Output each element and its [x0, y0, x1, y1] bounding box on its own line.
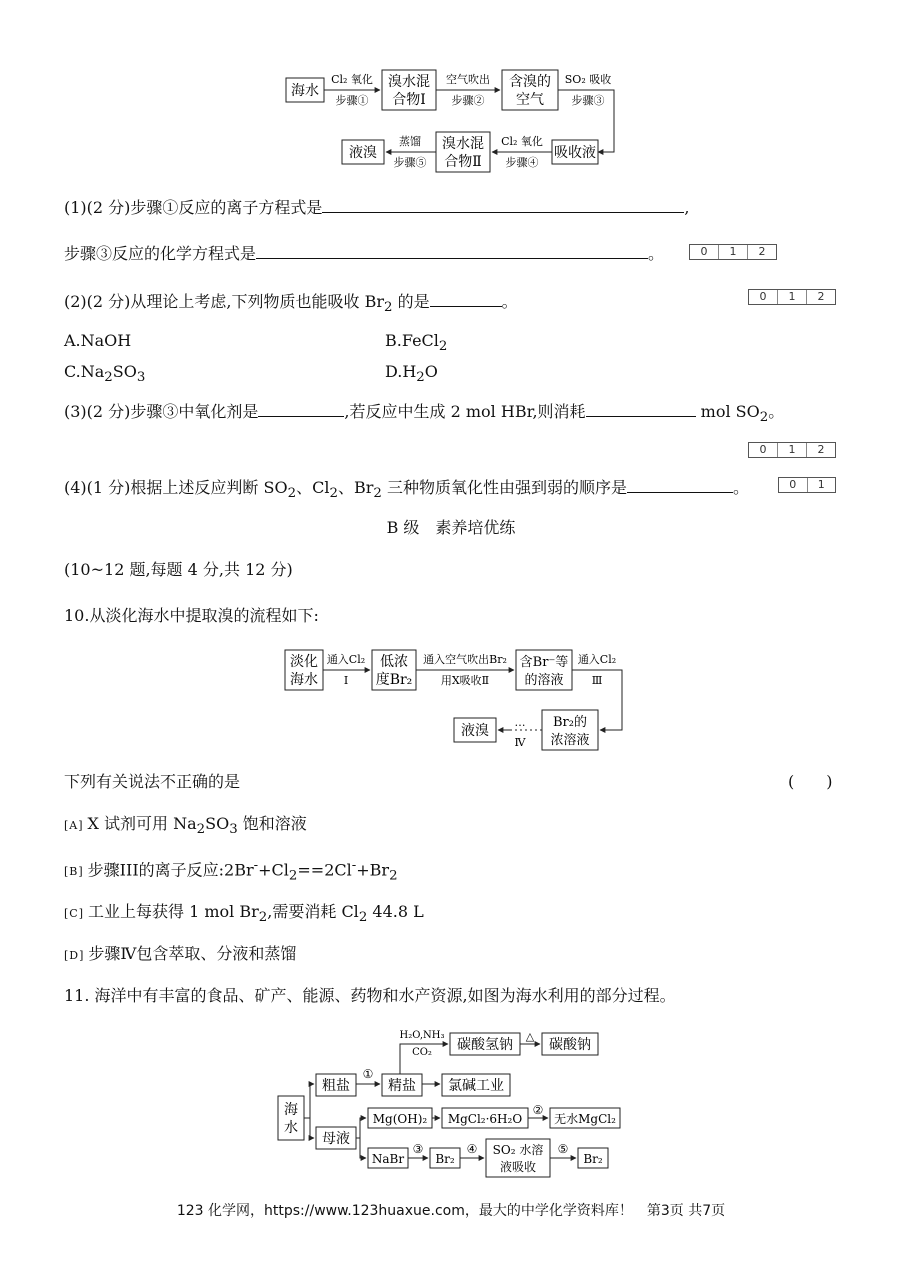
node-bromine-mix-2-b: 合物Ⅱ	[444, 154, 482, 170]
seawater-utilization-flow-diagram	[276, 1026, 626, 1178]
label-cl2-oxidize: Cl₂ 氧化	[331, 73, 373, 86]
node-refined-salt: 精盐	[388, 1078, 416, 1094]
section-note: (10~12 题,每题 4 分,共 12 分)	[64, 560, 293, 579]
q2-answer-blank[interactable]	[430, 290, 502, 307]
node-anhydrous-mgcl2: 无水MgCl₂	[554, 1112, 616, 1126]
q10-answer-paren[interactable]: ( )	[788, 772, 833, 791]
label-dots: …	[514, 716, 526, 729]
node-bromine-mix-2-a: 溴水混	[442, 136, 484, 152]
label-step-2: ②	[532, 1103, 544, 1117]
score-box-q1[interactable]: 0 1 2	[689, 244, 777, 260]
score-box-q4[interactable]: 0 1	[778, 477, 836, 493]
node-br-solution-a: 含Br⁻等	[519, 655, 569, 670]
node-so2-absorb-b: 液吸收	[499, 1160, 537, 1174]
node-br-solution-b: 的溶液	[524, 673, 564, 688]
q3-stem: (3)(2 分)步骤③中氧化剂是 ,若反应中生成 2 mol HBr,则消耗 mol $SO_2$。	[64, 402, 785, 426]
node-br2-b: Br₂	[583, 1152, 603, 1166]
label-step-5: ⑤	[557, 1142, 569, 1156]
node-conc-br2-b: 浓溶液	[550, 733, 590, 748]
q10-option-a[interactable]: [A] X 试剂可用 $Na_2SO_3$ 饱和溶液	[64, 814, 307, 838]
node-nabr: NaBr	[371, 1152, 405, 1166]
label-blow-air: 通入空气吹出Br₂	[423, 653, 507, 666]
node-desalinated-a: 淡化	[290, 654, 318, 670]
score-box-q3[interactable]: 0 1 2	[748, 442, 836, 458]
node-chlor-alkali: 氯碱工业	[448, 1078, 504, 1094]
q2-stem: (2)(2 分)从理论上考虑,下列物质也能吸收 $Br_2$ 的是 。	[64, 292, 518, 316]
label-step-1: ①	[362, 1067, 374, 1081]
q1-part-b: 步骤③反应的化学方程式是 。	[64, 244, 665, 263]
node-liquid-bromine: 液溴	[349, 145, 377, 161]
q11-stem: 11. 海洋中有丰富的食品、矿产、能源、药物和水产资源,如图为海水利用的部分过程。	[64, 986, 676, 1005]
node-mgcl2-hydrate: MgCl₂·6H₂O	[447, 1112, 523, 1126]
label-step1: 步骤①	[335, 94, 369, 107]
label-distill: 蒸馏	[399, 135, 421, 148]
label-step-iv: Ⅳ	[514, 736, 526, 749]
node-br2-a: Br₂	[435, 1152, 455, 1166]
node-mg-oh2: Mg(OH)₂	[372, 1112, 428, 1126]
label-so2-absorb: SO₂ 吸收	[564, 73, 612, 86]
page-footer: 123 化学网，https://www.123huaxue.com，最大的中学化学资料库！ 第3页 共7页	[176, 1203, 726, 1219]
label-step3: 步骤③	[571, 94, 605, 107]
q4-answer-blank[interactable]	[627, 476, 733, 493]
label-step-3: ③	[412, 1142, 424, 1156]
node-so2-absorb-a: SO₂ 水溶	[492, 1143, 544, 1157]
q1-part-a: (1)(2 分)步骤①反应的离子方程式是 ,	[64, 198, 690, 217]
node-low-conc-a: 低浓	[380, 654, 408, 670]
bromine-extraction-flow-diagram	[280, 68, 620, 176]
node-liquid-bromine-2: 液溴	[461, 723, 489, 739]
q10-stem: 10.从淡化海水中提取溴的流程如下:	[64, 606, 319, 625]
label-x-absorb: 用X吸收Ⅱ	[440, 674, 490, 687]
label-step-iii: Ⅲ	[591, 674, 603, 687]
label-step4: 步骤④	[505, 156, 539, 169]
label-h2o-nh3: H₂O,NH₃	[399, 1030, 445, 1041]
node-absorption-liquid: 吸收液	[554, 145, 596, 161]
node-desalinated-b: 海水	[290, 672, 318, 688]
label-heat: △	[525, 1030, 535, 1043]
node-mother-liquor: 母液	[322, 1131, 350, 1147]
q2-option-b[interactable]: B.FeCl$_2$	[385, 331, 448, 355]
node-seawater: 海水	[291, 83, 319, 99]
node-bromine-mix-1-b: 合物Ⅰ	[392, 92, 426, 108]
label-step-i: Ⅰ	[343, 674, 349, 687]
label-pass-cl2-1: 通入Cl₂	[326, 653, 366, 666]
q10-question: 下列有关说法不正确的是	[64, 772, 241, 791]
desalinated-seawater-bromine-flow	[280, 646, 630, 754]
node-bromine-mix-1-a: 溴水混	[388, 74, 430, 90]
label-cl2-oxidize-2: Cl₂ 氧化	[501, 135, 543, 148]
q2-option-a[interactable]: A.NaOH	[64, 331, 132, 350]
node-sea-a: 海	[284, 1102, 298, 1118]
label-step2: 步骤②	[451, 94, 485, 107]
q1-answer-blank-b[interactable]	[256, 242, 648, 259]
node-bromine-air-b: 空气	[516, 92, 544, 108]
node-low-conc-b: 度Br₂	[375, 672, 413, 688]
node-sodium-bicarbonate: 碳酸氢钠	[457, 1037, 513, 1053]
node-conc-br2-a: Br₂的	[553, 715, 587, 730]
node-sea-b: 水	[284, 1120, 298, 1136]
node-coarse-salt: 粗盐	[322, 1078, 350, 1094]
q2-option-c[interactable]: $C.Na_2SO_3$	[64, 362, 146, 386]
label-air-blow: 空气吹出	[446, 73, 490, 86]
label-step5: 步骤⑤	[393, 156, 427, 169]
q1-answer-blank-a[interactable]	[322, 196, 684, 213]
score-box-q2[interactable]: 0 1 2	[748, 289, 836, 305]
q10-option-b[interactable]: [B] 步骤III的离子反应$:2Br^-+Cl_2==2Cl^-+Br_2$	[64, 858, 398, 884]
q4-stem: (4)(1 分)根据上述反应判断 $SO_2$、$Cl_2$、$Br_2$ 三种物质氧化性由强到弱的顺序是 。	[64, 478, 749, 502]
label-step-4: ④	[466, 1142, 478, 1156]
label-pass-cl2-3: 通入Cl₂	[577, 653, 617, 666]
node-sodium-carbonate: 碳酸钠	[549, 1037, 591, 1053]
q3-blank-oxidant[interactable]	[258, 400, 344, 417]
section-title: B 级 素养培优练	[386, 518, 516, 537]
label-co2: CO₂	[412, 1047, 432, 1058]
node-bromine-air-a: 含溴的	[509, 74, 551, 90]
q10-option-d[interactable]: [D] 步骤Ⅳ包含萃取、分液和蒸馏	[64, 944, 297, 963]
q3-blank-so2-amount[interactable]	[586, 400, 696, 417]
q10-option-c[interactable]: [C] 工业上每获得 1 mol $Br_2$,需要消耗 $Cl_2$ 44.8 L	[64, 902, 424, 926]
q2-option-d[interactable]: $D.H_2O$	[385, 362, 438, 386]
